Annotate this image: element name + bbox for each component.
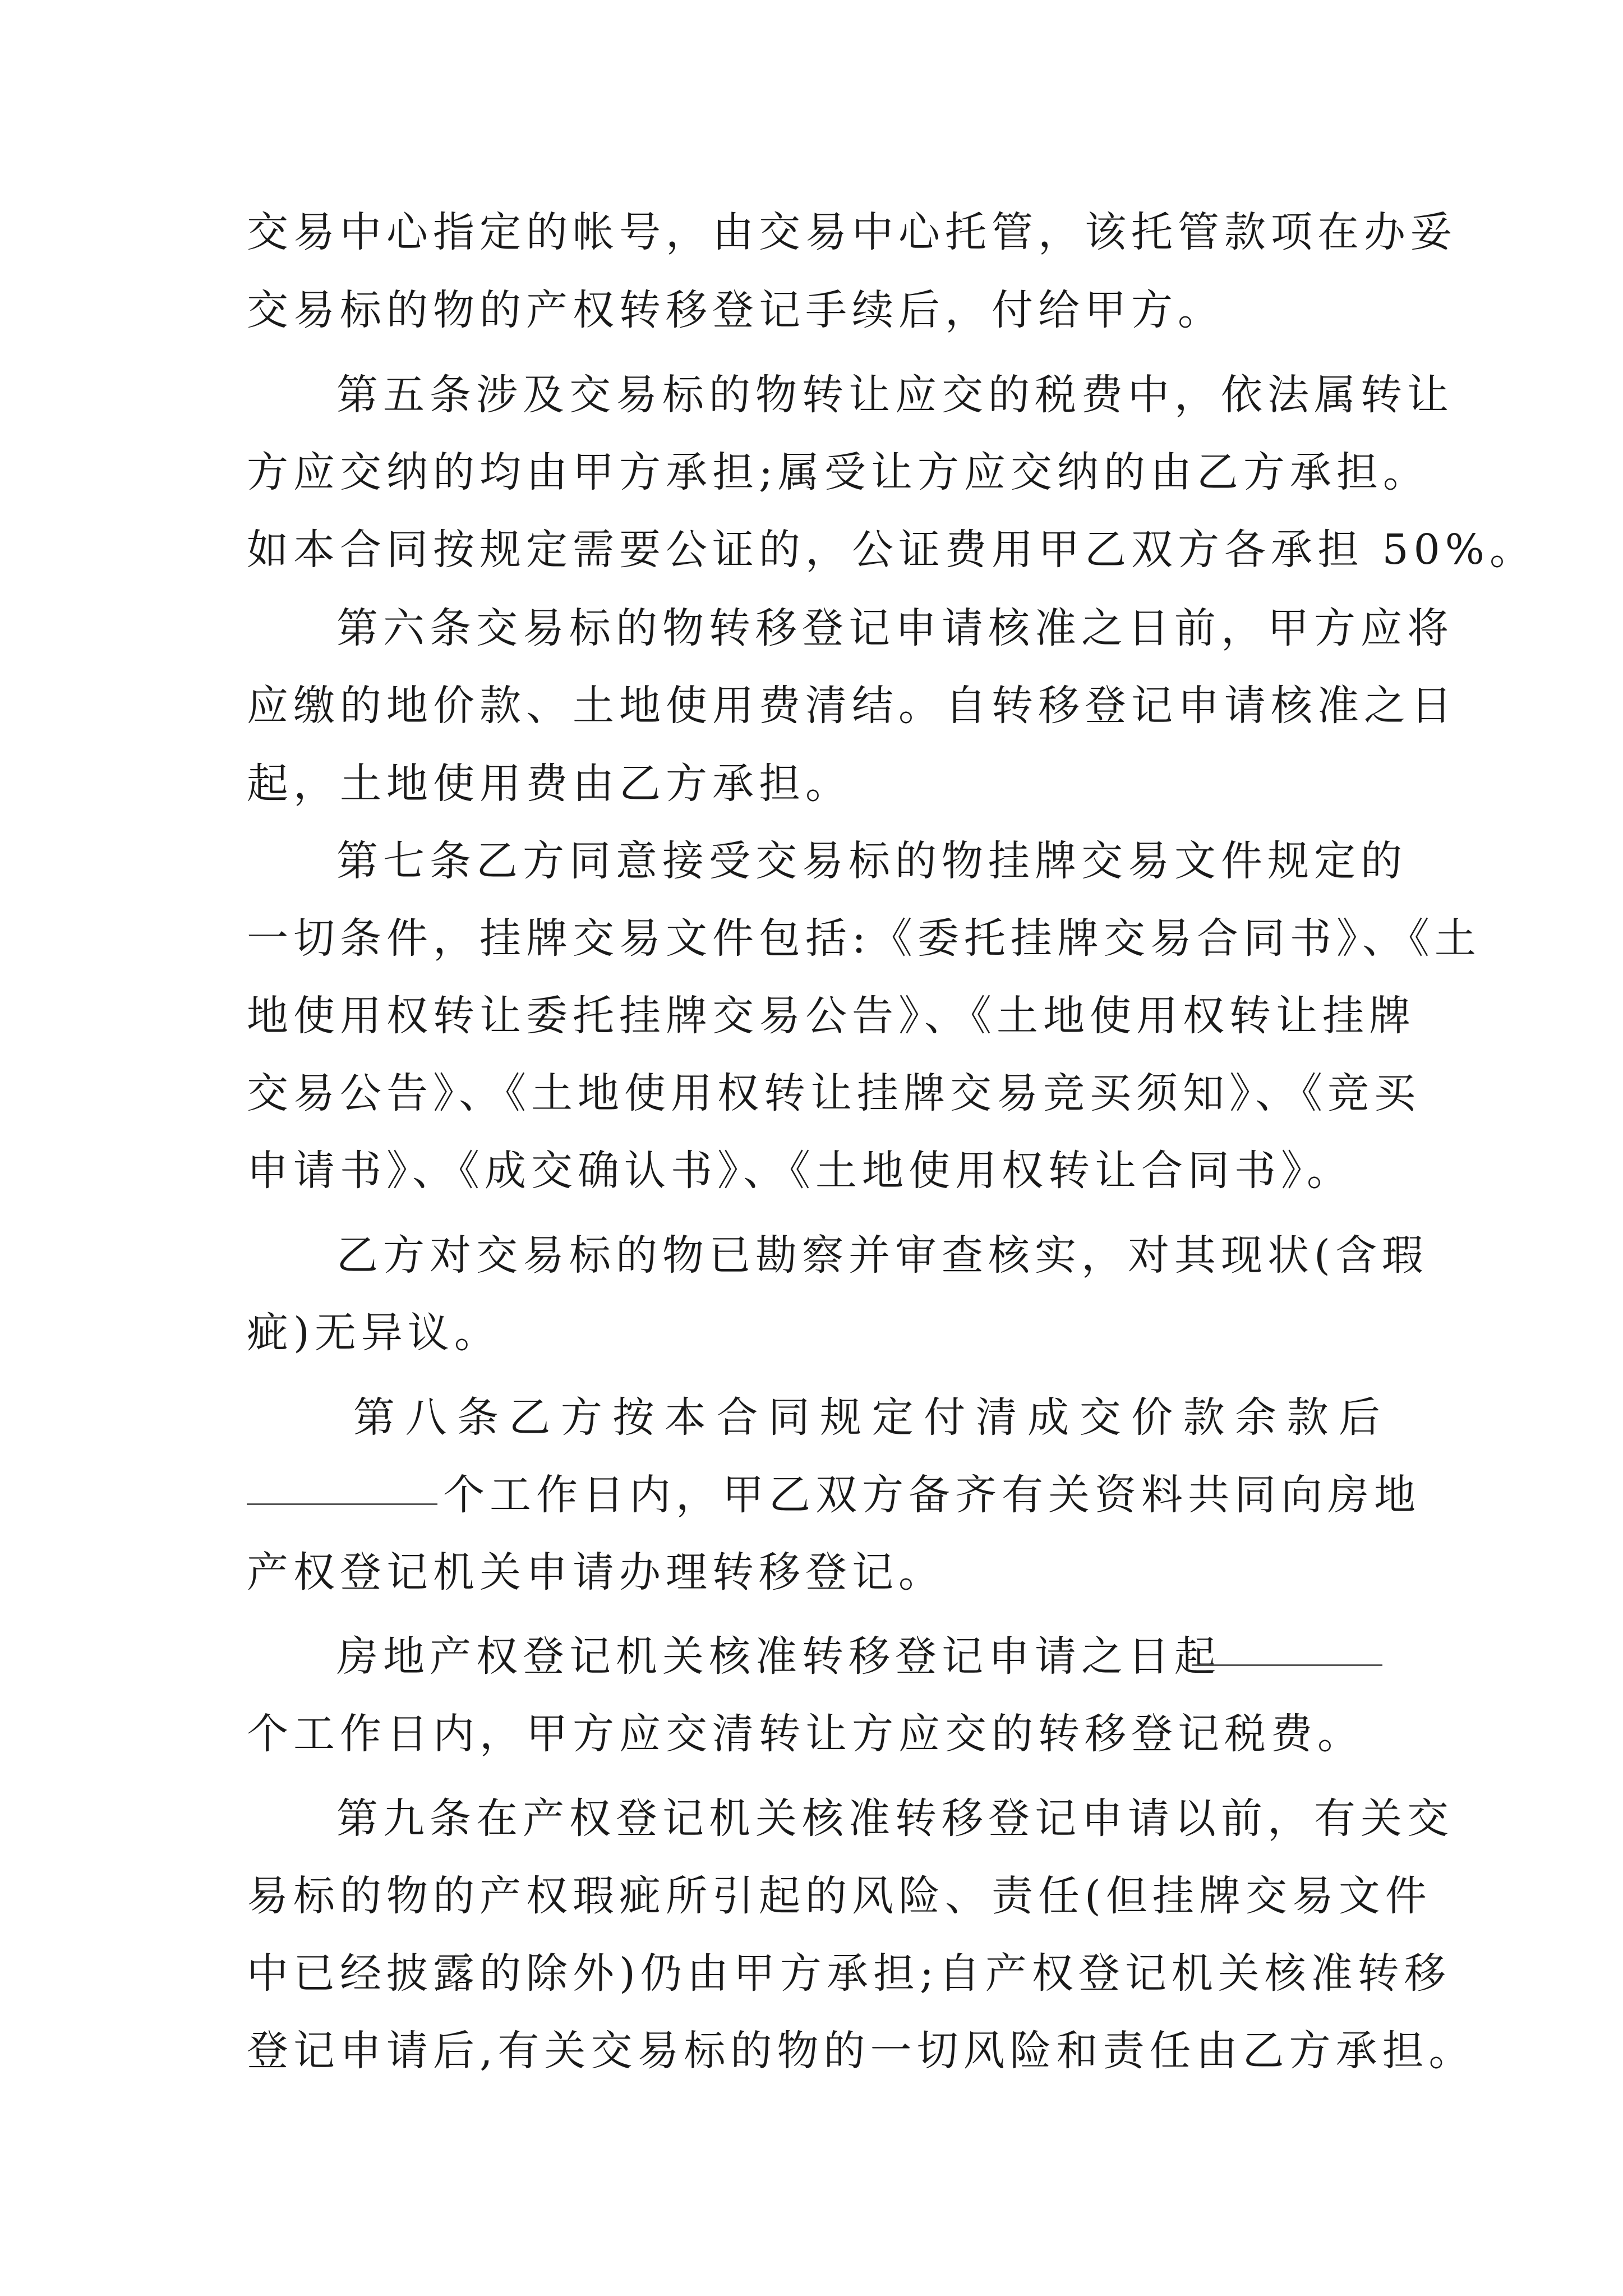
paragraph-first-line: 乙方对交易标的物已勘察并审查核实，对其现状(含瑕	[336, 1231, 1428, 1280]
text-line: 应缴的地价款、土地使用费清结。自转移登记申请核准之日	[247, 682, 1457, 730]
text-line: 易标的物的产权瑕疵所引起的风险、责任(但挂牌交易文件	[247, 1872, 1432, 1920]
text-line: 登记申请后,有关交易标的物的一切风险和责任由乙方承担。	[247, 2027, 1476, 2075]
text-line: 交易公告》、《土地使用权转让挂牌交易竞买须知》、《竞买	[247, 1069, 1421, 1117]
blank-fill-line	[1192, 1630, 1382, 1666]
text-line: 个工作日内，甲乙双方备齐有关资料共同向房地	[443, 1471, 1421, 1519]
text-line: 方应交纳的均由甲方承担;属受让方应交纳的由乙方承担。	[247, 448, 1430, 496]
article-7-first-line: 第七条乙方同意接受交易标的物挂牌交易文件规定的	[336, 837, 1407, 885]
text-line: 交易标的物的产权转移登记手续后，付给甲方。	[247, 286, 1224, 334]
text-line: 如本合同按规定需要公证的，公证费用甲乙双方各承担 50%。	[247, 526, 1536, 574]
text-line: 一切条件，挂牌交易文件包括:《委托挂牌交易合同书》、《土	[247, 914, 1481, 963]
article-5-first-line: 第五条涉及交易标的物转让应交的税费中，依法属转让	[336, 371, 1454, 419]
article-9-first-line: 第九条在产权登记机关核准转移登记申请以前，有关交	[336, 1795, 1454, 1843]
text-line: 申请书》、《成交确认书》、《土地使用权转让合同书》。	[247, 1147, 1353, 1195]
article-8-first-line: 第八条乙方按本合同规定付清成交价款余款后	[353, 1393, 1385, 1442]
text-line: 地使用权转让委托挂牌交易公告》、《土地使用权转让挂牌	[247, 992, 1415, 1040]
text-line: 起，土地使用费由乙方承担。	[247, 760, 852, 808]
blank-fill-line	[247, 1469, 437, 1505]
paragraph-first-line: 房地产权登记机关核准转移登记申请之日起	[336, 1632, 1221, 1681]
text-line: 疵)无异议。	[247, 1309, 501, 1357]
text-line: 交易中心指定的帐号，由交易中心托管，该托管款项在办妥	[247, 208, 1457, 256]
text-line: 产权登记机关申请办理转移登记。	[247, 1548, 945, 1596]
text-line: 个工作日内，甲方应交清转让方应交的转移登记税费。	[247, 1710, 1364, 1758]
text-line: 中已经披露的除外)仍由甲方承担;自产权登记机关核准转移	[247, 1949, 1451, 1998]
article-6-first-line: 第六条交易标的物转移登记申请核准之日前，甲方应将	[336, 604, 1454, 652]
